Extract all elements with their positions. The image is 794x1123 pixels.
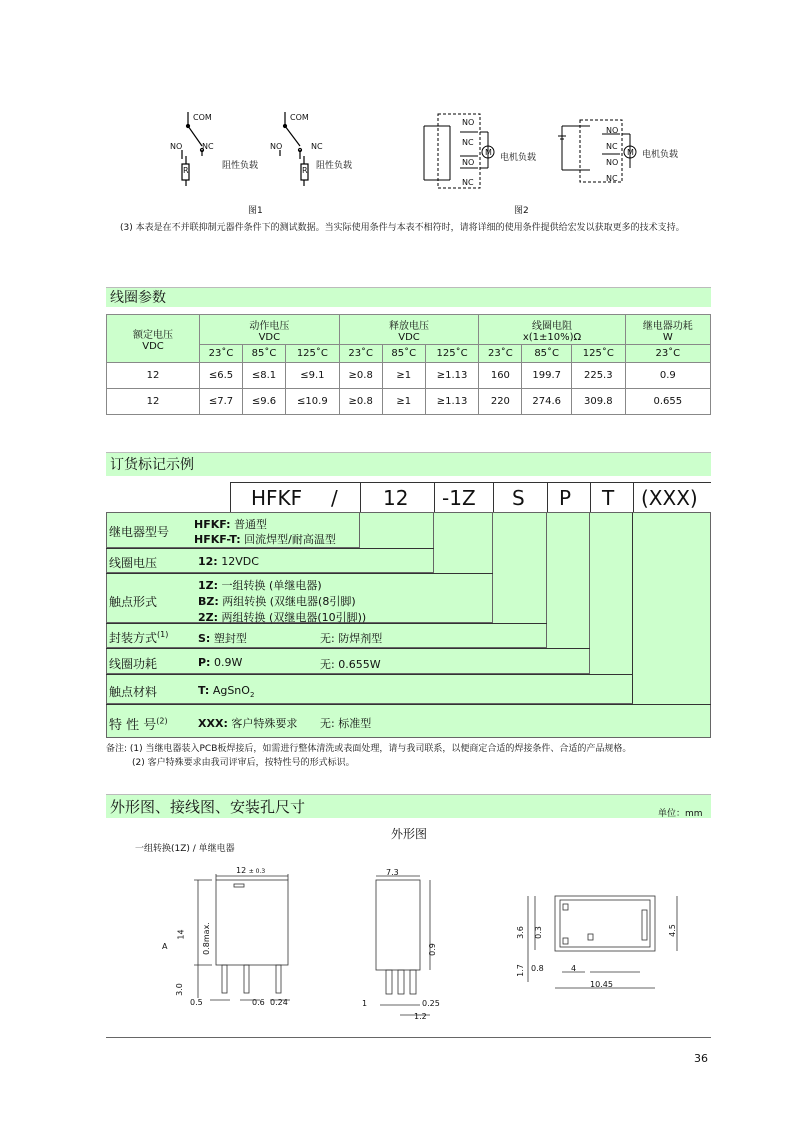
page-number: 36: [694, 1052, 708, 1065]
label-special: 特 性 号: [109, 718, 157, 733]
h-res: 线圈电阻: [532, 320, 572, 332]
h-power: 继电器功耗: [642, 320, 693, 332]
val-hfkf: 普通型: [234, 518, 268, 531]
figure1-contact-diagrams: [160, 104, 360, 200]
dim-024: 0.24: [270, 998, 288, 1007]
divider: [493, 482, 494, 512]
divider: [106, 648, 590, 649]
key-s: S:: [198, 632, 211, 645]
table-cell: ≥1.13: [425, 389, 479, 415]
label-contact-material: 触点材料: [109, 685, 158, 699]
fig2-nc-label: NC: [462, 138, 474, 147]
dim-09: 0.9: [427, 943, 437, 956]
fig2-no-label: NO: [462, 118, 475, 127]
fig2b-nc2-label: NC: [606, 174, 618, 183]
val-bz: 两组转换 (双继电器(8引脚): [222, 595, 356, 608]
label-special-sup: (2): [156, 716, 168, 726]
table-cell: 220: [479, 389, 522, 415]
temp-cell: 85˚C: [243, 345, 286, 363]
table-cell: ≤8.1: [243, 363, 286, 389]
dim-12b: 1.2: [414, 1012, 427, 1021]
key-1z: 1Z:: [198, 579, 219, 592]
code-xxx: (XXX): [641, 486, 698, 510]
val-flux: 无: 防焊剂型: [320, 632, 383, 645]
table-cell: ≤9.1: [286, 363, 340, 389]
temp-cell: 23˚C: [200, 345, 243, 363]
fig2-nc2-label: NC: [462, 178, 474, 187]
order-note-2: (2) 客户特殊要求由我司评审后，按特性号的形式标识。: [132, 758, 355, 768]
divider: [633, 482, 634, 512]
h-rated: 额定电压: [133, 329, 173, 341]
h-pickup: 动作电压: [249, 320, 290, 332]
temp-cell: 125˚C: [571, 345, 625, 363]
h-pickup-unit: VDC: [258, 331, 281, 343]
fig1b-com-label: COM: [290, 113, 309, 122]
fig1b-r-label: R: [302, 166, 308, 175]
fig1b-nc-label: NC: [311, 142, 323, 151]
h-rated-unit: VDC: [142, 340, 164, 352]
code-slash: /: [331, 486, 338, 510]
table-cell: ≤7.7: [200, 389, 243, 415]
dim-14: 14: [176, 929, 186, 940]
unit-label: 单位：mm: [658, 809, 703, 819]
table-cell: 274.6: [522, 389, 572, 415]
table-cell: ≥0.8: [339, 363, 382, 389]
table-cell: ≤6.5: [200, 363, 243, 389]
table-cell: ≥1.13: [425, 363, 479, 389]
val-t: AgSnO: [212, 684, 250, 697]
dim-30: 3.0: [174, 983, 184, 996]
fig1-caption: 图1: [248, 206, 263, 216]
key-xxx: XXX:: [198, 717, 228, 730]
divider: [230, 482, 231, 512]
divider: [547, 482, 548, 512]
fig2-load-label: 电机负载: [500, 153, 537, 163]
h-release: 释放电压: [389, 320, 430, 332]
table-cell: ≥1: [382, 389, 425, 415]
temp-cell: 23˚C: [625, 345, 710, 363]
val-standard: 无: 标准型: [320, 717, 372, 730]
fig1-no-label: NO: [170, 142, 183, 151]
fig2-caption: 图2: [514, 206, 529, 216]
key-t: T:: [198, 684, 210, 697]
code-s: S: [512, 486, 525, 510]
label-coil-power: 线圈功耗: [109, 657, 158, 671]
temp-cell: 85˚C: [382, 345, 425, 363]
note-3: (3) 本表是在不并联抑制元器件条件下的测试数据。当实际使用条件与本表不相符时，请将详细的使用条件提供给宏发以获取更多的技术支持。: [120, 223, 685, 233]
dim-08b: 0.8: [531, 964, 544, 973]
dim-1045: 10.45: [590, 980, 613, 989]
dim-36: 3.6: [515, 926, 525, 939]
code-t: T: [602, 486, 615, 510]
label-coil-voltage: 线圈电压: [109, 556, 158, 570]
table-cell: ≥0.8: [339, 389, 382, 415]
footer-rule: [106, 1037, 711, 1038]
key-p: P:: [198, 656, 211, 669]
fig1-nc-label: NC: [202, 142, 214, 151]
temp-cell: 125˚C: [425, 345, 479, 363]
key-bz: BZ:: [198, 595, 219, 608]
fig1b-no-label: NO: [270, 142, 283, 151]
coil-table: [106, 314, 711, 415]
fig2b-no2-label: NO: [606, 158, 619, 167]
dim-a: A: [162, 942, 168, 951]
fig2b-m-label: M: [627, 148, 634, 157]
dim-12: 12 ± 0.3: [236, 866, 266, 875]
dim-025: 0.25: [422, 999, 440, 1008]
h-power-unit: W: [662, 331, 673, 343]
divider: [106, 548, 434, 549]
code-hfkf: HFKF: [251, 486, 303, 510]
dim-03: 0.3: [533, 926, 543, 939]
h-release-unit: VDC: [398, 331, 420, 343]
coil-section-title: 线圈参数: [106, 287, 711, 307]
fig2-m-label: M: [485, 148, 492, 157]
temp-cell: 23˚C: [339, 345, 382, 363]
table-cell: 12: [107, 389, 200, 415]
dim-17: 1.7: [515, 964, 525, 977]
val-1z: 一组转换 (单继电器): [221, 579, 322, 592]
val-p: 0.9W: [213, 656, 243, 669]
temp-cell: 85˚C: [522, 345, 572, 363]
table-cell: 0.655: [625, 389, 710, 415]
fig2b-load-label: 电机负载: [642, 150, 679, 160]
val-12: 12VDC: [221, 555, 259, 568]
divider: [590, 482, 591, 512]
table-cell: ≥1: [382, 363, 425, 389]
code-1z: -1Z: [442, 486, 476, 510]
fig2b-nc-label: NC: [606, 142, 618, 151]
label-relay-model: 继电器型号: [109, 525, 170, 539]
val-power-none: 无: 0.655W: [320, 658, 381, 671]
dim-05: 0.5: [190, 998, 203, 1007]
dim-06: 0.6: [252, 998, 265, 1007]
label-package-sup: (1): [157, 630, 169, 639]
dim-08max: 0.8max.: [201, 922, 211, 955]
fig1-r-label: R: [183, 166, 189, 175]
val-s: 塑封型: [213, 632, 247, 645]
key-12: 12:: [198, 555, 218, 568]
table-cell: 225.3: [571, 363, 625, 389]
label-contact-form: 触点形式: [109, 595, 158, 609]
order-note-1: 备注: (1) 当继电器装入PCB板焊接后，如需进行整体清洗或表面处理，请与我司联系，以便商定合适的焊接条件、合适的产品规格。: [106, 744, 632, 754]
h-res-unit: x(1±10%)Ω: [522, 331, 582, 343]
divider: [230, 482, 711, 483]
key-hfkf-t: HFKF-T:: [194, 533, 241, 546]
table-cell: ≤9.6: [243, 389, 286, 415]
key-2z: 2Z:: [198, 611, 219, 624]
label-package: 封装方式: [109, 631, 158, 645]
divider: [106, 573, 493, 574]
divider: [434, 482, 435, 512]
val-hfkf-t: 回流焊型/耐高温型: [244, 533, 336, 546]
dims-section-title: 外形图、接线图、安装孔尺寸: [106, 794, 711, 818]
table-cell: 160: [479, 363, 522, 389]
divider: [360, 482, 361, 512]
key-hfkf: HFKF:: [194, 518, 231, 531]
table-cell: 309.8: [571, 389, 625, 415]
order-diagram: HFKF / 12 -1Z S P T (XXX) 继电器型号 HFKF: 普通型 HFKF-T: 回流焊型/耐高温型 线圈电压 12: 12VDC 触点形式 1Z: 一组转换 (单继电器) BZ: 两组转换 (双继电器(8引脚) 2Z: 两组转换 (双继电器(10引脚)) 封装方式$^{(1)}$ S: 塑封型 无: 防焊剂型 线圈功耗 P: 0.9W 无: 0.655W 触点材料 T: AgSnO$_2$ 特 性 号$^{(2)}$ XXX: 客户特殊要求 无: 标准型: [106, 482, 711, 738]
val-xxx: 客户特殊要求: [231, 717, 298, 730]
fig1-load-label: 阻性负载: [222, 161, 259, 171]
dim-45: 4.5: [667, 924, 677, 937]
fig2-no2-label: NO: [462, 158, 475, 167]
fig1-com-label: COM: [193, 113, 212, 122]
order-section-title: 订货标记示例: [106, 452, 711, 476]
outline-subtitle: 外形图: [391, 827, 428, 841]
temp-cell: 125˚C: [286, 345, 340, 363]
table-cell: 0.9: [625, 363, 710, 389]
code-12: 12: [383, 486, 409, 510]
fig1b-load-label: 阻性负载: [316, 161, 353, 171]
dim-73: 7.3: [386, 868, 399, 877]
code-p: P: [559, 486, 572, 510]
temp-cell: 23˚C: [479, 345, 522, 363]
table-cell: 199.7: [522, 363, 572, 389]
divider: [106, 674, 633, 675]
table-cell: ≤10.9: [286, 389, 340, 415]
fig2b-no-label: NO: [606, 126, 619, 135]
dim-4: 4: [571, 964, 577, 973]
dim-1: 1: [362, 999, 368, 1008]
val-2z: 两组转换 (双继电器(10引脚)): [221, 611, 367, 624]
divider: [106, 704, 711, 705]
table-cell: 12: [107, 363, 200, 389]
variant-label: 一组转换(1Z) / 单继电器: [135, 844, 235, 854]
